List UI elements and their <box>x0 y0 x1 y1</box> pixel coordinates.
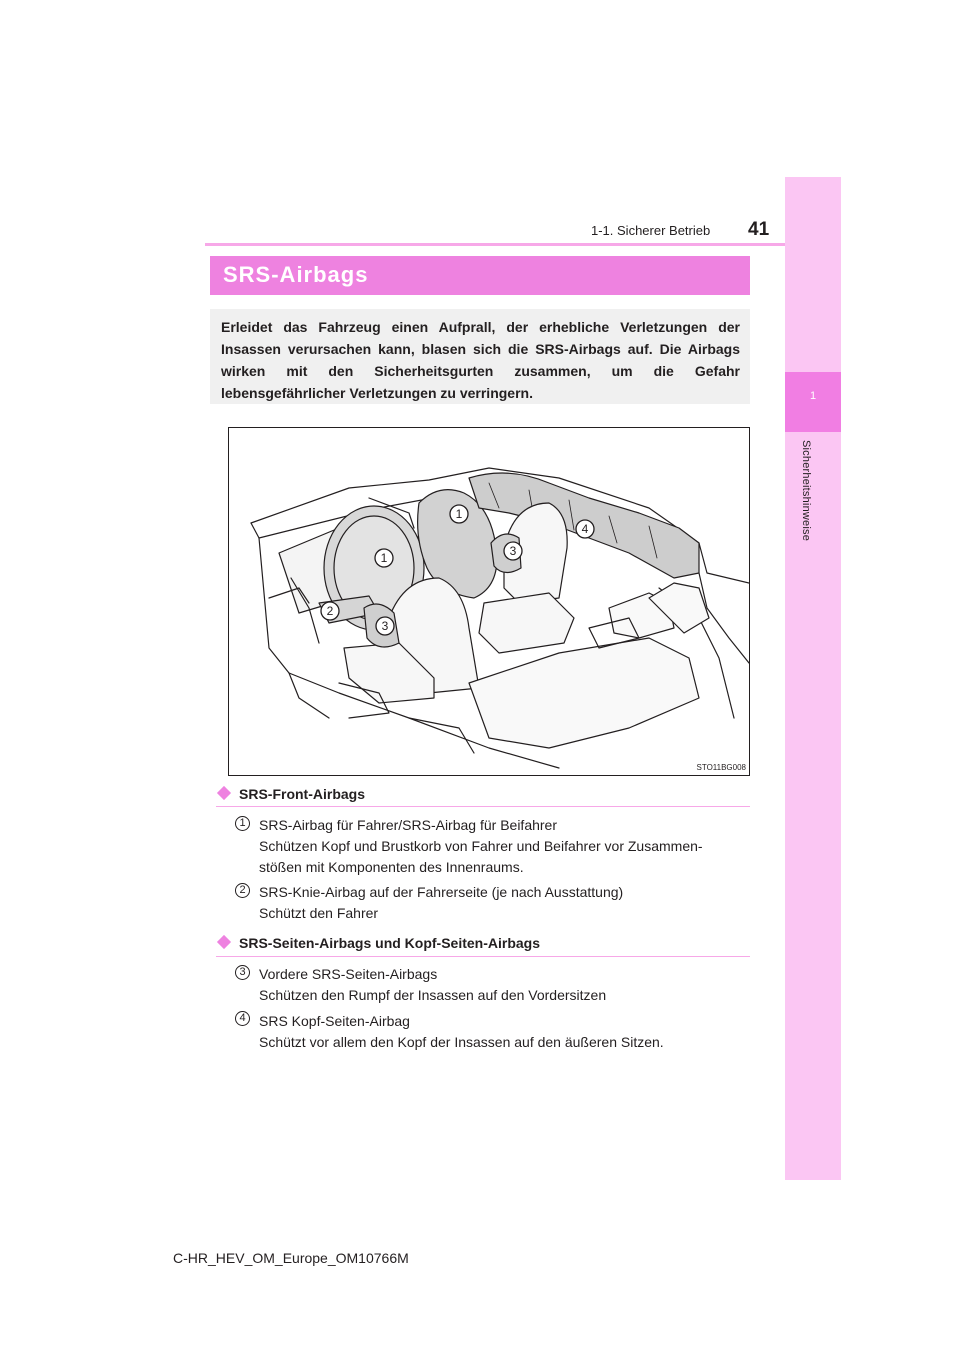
item-text: Vordere SRS-Seiten-Airbags Schützen den Rumpf der Insassen auf den Vordersitzen <box>259 966 607 1003</box>
chapter-tab-active <box>785 372 841 432</box>
item-number: 4 <box>235 1011 250 1026</box>
callout-number: 1 <box>380 551 388 565</box>
page-title: SRS-Airbags <box>223 262 369 287</box>
callout-number: 3 <box>509 544 517 558</box>
diamond-bullet-icon <box>217 786 231 800</box>
section-heading: SRS-Seiten-Airbags und Kopf-Seiten-Airbags <box>216 935 540 951</box>
section-heading: SRS-Front-Airbags <box>216 786 365 802</box>
intro-box <box>210 309 750 404</box>
callout-number: 1 <box>455 507 463 521</box>
header-rule <box>205 243 841 246</box>
airbag-illustration <box>228 427 750 776</box>
intro-text: Erleidet das Fahrzeug einen Aufprall, der erhebliche Verletzungen der Insassen verursachen kann, blasen sich die SRS-Airbags auf. Die Airbags wirken mit den Sicherheitsgurten zusammen, um die Gefahr lebensgefährlicher Verletzungen zu verringern. <box>221 319 740 401</box>
callout-number: 2 <box>326 604 334 618</box>
item-number: 2 <box>235 883 250 898</box>
item-text: SRS-Airbag für Fahrer/SRS-Airbag für Beifahrer Schützen Kopf und Brustkorb von Fahrer und Beifahrer vor Zusammen- stößen mit Komponenten des Innenraums. <box>259 817 703 875</box>
item-number: 1 <box>235 816 250 831</box>
car-interior-drawing <box>229 428 750 776</box>
page-number: 41 <box>748 219 770 240</box>
callout-number: 3 <box>381 619 389 633</box>
chapter-title: Sicherheitshinweise <box>800 440 812 542</box>
chapter-number: 1 <box>809 390 817 402</box>
item-number: 3 <box>235 965 250 980</box>
item-text: SRS Kopf-Seiten-Airbag Schützt vor allem den Kopf der Insassen auf den äußeren Sitzen. <box>259 1013 664 1050</box>
section-rule <box>216 956 750 957</box>
item-text: SRS-Knie-Airbag auf der Fahrerseite (je nach Ausstattung) Schützt den Fahrer <box>259 884 624 921</box>
chapter-tab <box>785 177 841 1180</box>
document-id: C-HR_HEV_OM_Europe_OM10766M <box>173 1250 409 1266</box>
section-label: 1-1. Sicherer Betrieb <box>591 223 711 238</box>
diamond-bullet-icon <box>217 935 231 949</box>
callout-number: 4 <box>581 522 589 536</box>
figure-code: STO11BG008 <box>696 763 746 772</box>
title-bar <box>210 256 750 295</box>
section-rule <box>216 806 750 807</box>
